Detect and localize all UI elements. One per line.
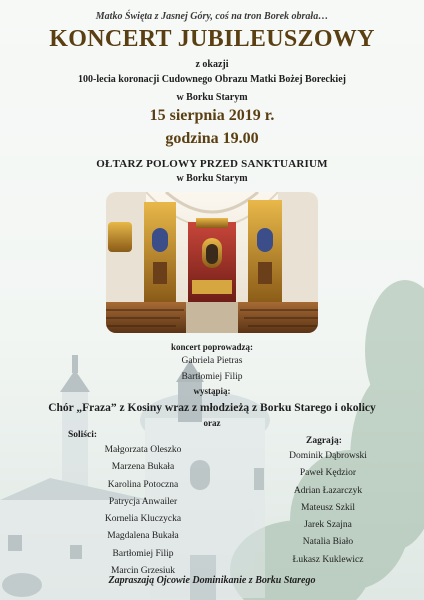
and-label: oraz	[203, 418, 221, 428]
place-line: w Borku Starym	[176, 92, 248, 103]
hosts-label: koncert poprowadzą:	[170, 342, 254, 352]
musician-name: Dominik Dąbrowski	[289, 451, 367, 461]
soloist-name: Karolina Potoczna	[107, 479, 179, 490]
musicians-label: Zagrają:	[306, 436, 342, 446]
event-date: 15 sierpnia 2019 r.	[149, 107, 275, 124]
musician-name: Mateusz Szkil	[300, 502, 356, 513]
choir-line: Chór „Fraza” z Kosiny wraz z młodzieżą z Borku Starego i okolicy	[48, 402, 376, 414]
footer-invitation: Zapraszają Ojcowie Dominikanie z Borku Starego	[108, 575, 316, 586]
host-name: Bartłomiej Filip	[181, 372, 243, 382]
occasion-intro: z okazji	[195, 59, 229, 70]
soloist-name: Magdalena Bukała	[107, 531, 179, 542]
host-name: Gabriela Pietras	[181, 356, 243, 366]
musician-name: Jarek Szajna	[304, 520, 352, 531]
soloist-name: Małgorzata Oleszko	[104, 445, 182, 455]
venue: OŁTARZ POLOWY PRZED SANKTUARIUM	[96, 158, 328, 170]
soloist-name: Bartłomiej Filip	[112, 548, 174, 559]
soloists-list	[68, 442, 218, 580]
musician-name: Paweł Kędzior	[299, 468, 357, 479]
event-time: godzina 19.00	[165, 130, 259, 147]
musician-name: Natalia Biało	[302, 537, 354, 548]
musician-name: Łukasz Kuklewicz	[292, 554, 364, 565]
performers-label: wystąpią:	[193, 386, 231, 396]
musician-name: Adrian Łazarczyk	[293, 485, 363, 496]
occasion-text: 100-lecia koronacji Cudownego Obrazu Matki Bożej Boreckiej	[78, 74, 346, 85]
soloist-name: Kornelia Kluczycka	[104, 514, 182, 525]
musicians-list	[268, 448, 388, 569]
soloists-label: Soliści:	[68, 430, 98, 440]
poster-title: KONCERT JUBILEUSZOWY	[49, 26, 375, 52]
church-interior-photo	[106, 192, 318, 333]
soloist-name: Marzena Bukała	[111, 462, 175, 473]
soloist-name: Marcin Grzesiuk	[110, 566, 176, 577]
venue-place: w Borku Starym	[176, 173, 248, 184]
motto: Matko Święta z Jasnej Góry, coś na tron Borek obrała…	[95, 11, 329, 22]
soloist-name: Patrycja Anwailer	[108, 496, 178, 507]
